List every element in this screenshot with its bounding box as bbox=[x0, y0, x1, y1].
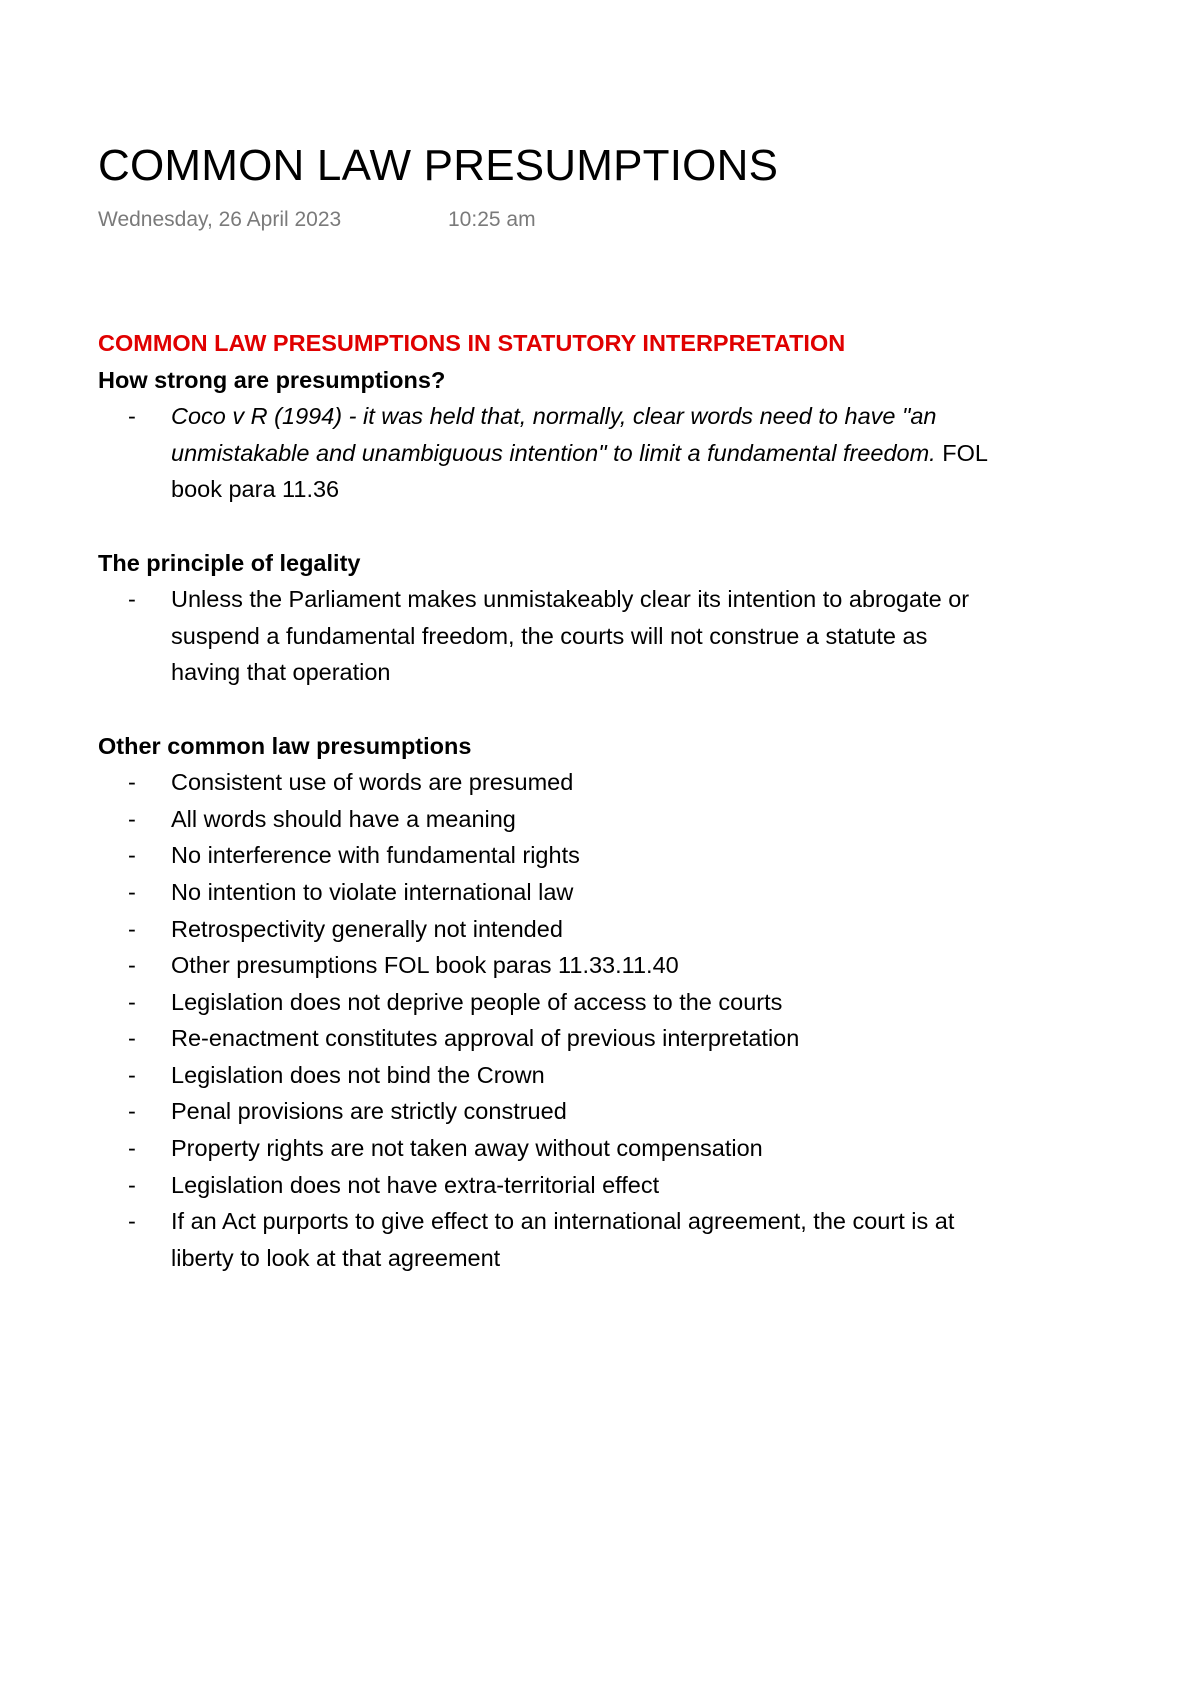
list-item bbox=[98, 837, 998, 874]
bullet-marker: - bbox=[128, 1025, 136, 1052]
subheading-how-strong: How strong are presumptions? bbox=[98, 366, 446, 393]
list-item bbox=[98, 911, 998, 948]
bullet-marker: - bbox=[128, 1098, 136, 1125]
bullet-marker: - bbox=[128, 769, 136, 796]
list-item-text: All words should have a meaning bbox=[171, 805, 516, 832]
list-item bbox=[98, 874, 998, 911]
subheading-legality: The principle of legality bbox=[98, 549, 361, 576]
list-item bbox=[98, 1057, 998, 1094]
list-item-text: Retrospectivity generally not intended bbox=[171, 915, 563, 942]
list-item bbox=[98, 984, 998, 1021]
list-item bbox=[98, 764, 998, 801]
list-item-text: No interference with fundamental rights bbox=[171, 842, 580, 869]
bullet-marker: - bbox=[128, 878, 136, 905]
bullet-marker: - bbox=[128, 586, 136, 613]
bullet-marker: - bbox=[128, 988, 136, 1015]
bullet-marker: - bbox=[128, 915, 136, 942]
list-item-text: No intention to violate international law bbox=[171, 878, 574, 905]
bullet-list-legality bbox=[98, 581, 1098, 691]
list-item-text: If an Act purports to give effect to an international agreement, the court is at liberty to look at that agreement bbox=[171, 1208, 955, 1271]
page-date: Wednesday, 26 April 2023 bbox=[98, 208, 342, 231]
bullet-marker: - bbox=[128, 952, 136, 979]
page-time: 10:25 am bbox=[448, 208, 536, 231]
page-title: COMMON LAW PRESUMPTIONS bbox=[98, 141, 779, 190]
bullet-marker: - bbox=[128, 805, 136, 832]
note-body bbox=[98, 325, 1098, 1276]
list-item bbox=[98, 1020, 998, 1057]
bullet-marker: - bbox=[128, 1135, 136, 1162]
list-item-text: Legislation does not have extra-territorial effect bbox=[171, 1171, 660, 1198]
bullet-marker: - bbox=[128, 1061, 136, 1088]
bullet-marker: - bbox=[128, 1208, 136, 1235]
list-item-text: Other presumptions FOL book paras 11.33.11.40 bbox=[171, 952, 679, 979]
list-item-text: Re-enactment constitutes approval of previous interpretation bbox=[171, 1025, 800, 1052]
list-item-text: Penal provisions are strictly construed bbox=[171, 1098, 567, 1125]
list-item bbox=[98, 398, 998, 508]
bullet-list-other bbox=[98, 764, 1098, 1276]
bullet-marker: - bbox=[128, 1171, 136, 1198]
list-item bbox=[98, 1130, 998, 1167]
case-citation-text: Coco v R (1994) - it was held that, normally, clear words need to have "an unmistakable and unambiguous intention" to limit a fundamental freedom. bbox=[171, 403, 937, 466]
list-item-text: Legislation does not deprive people of access to the courts bbox=[171, 988, 783, 1015]
list-item-text: Consistent use of words are presumed bbox=[171, 769, 574, 796]
spacer bbox=[98, 508, 1098, 545]
list-item bbox=[98, 1093, 998, 1130]
list-item bbox=[98, 801, 998, 838]
bullet-marker: - bbox=[128, 842, 136, 869]
list-item-text: Legislation does not bind the Crown bbox=[171, 1061, 545, 1088]
list-item bbox=[98, 1203, 998, 1276]
list-item bbox=[98, 947, 998, 984]
subheading-other: Other common law presumptions bbox=[98, 732, 472, 759]
reference-text: FOL book para 11.36 bbox=[171, 439, 988, 503]
bullet-marker: - bbox=[128, 403, 136, 430]
section-heading: COMMON LAW PRESUMPTIONS IN STATUTORY INTERPRETATION bbox=[98, 330, 846, 356]
list-item-text: Property rights are not taken away without compensation bbox=[171, 1135, 763, 1162]
spacer bbox=[98, 691, 1098, 728]
list-item-text: Unless the Parliament makes unmistakeably clear its intention to abrogate or suspend a fundamental freedom, the courts will not construe a statute as having that operation bbox=[171, 586, 970, 686]
list-item bbox=[98, 1167, 998, 1204]
page-metadata bbox=[98, 206, 536, 234]
list-item bbox=[98, 581, 998, 691]
bullet-list-how-strong bbox=[98, 398, 1098, 508]
